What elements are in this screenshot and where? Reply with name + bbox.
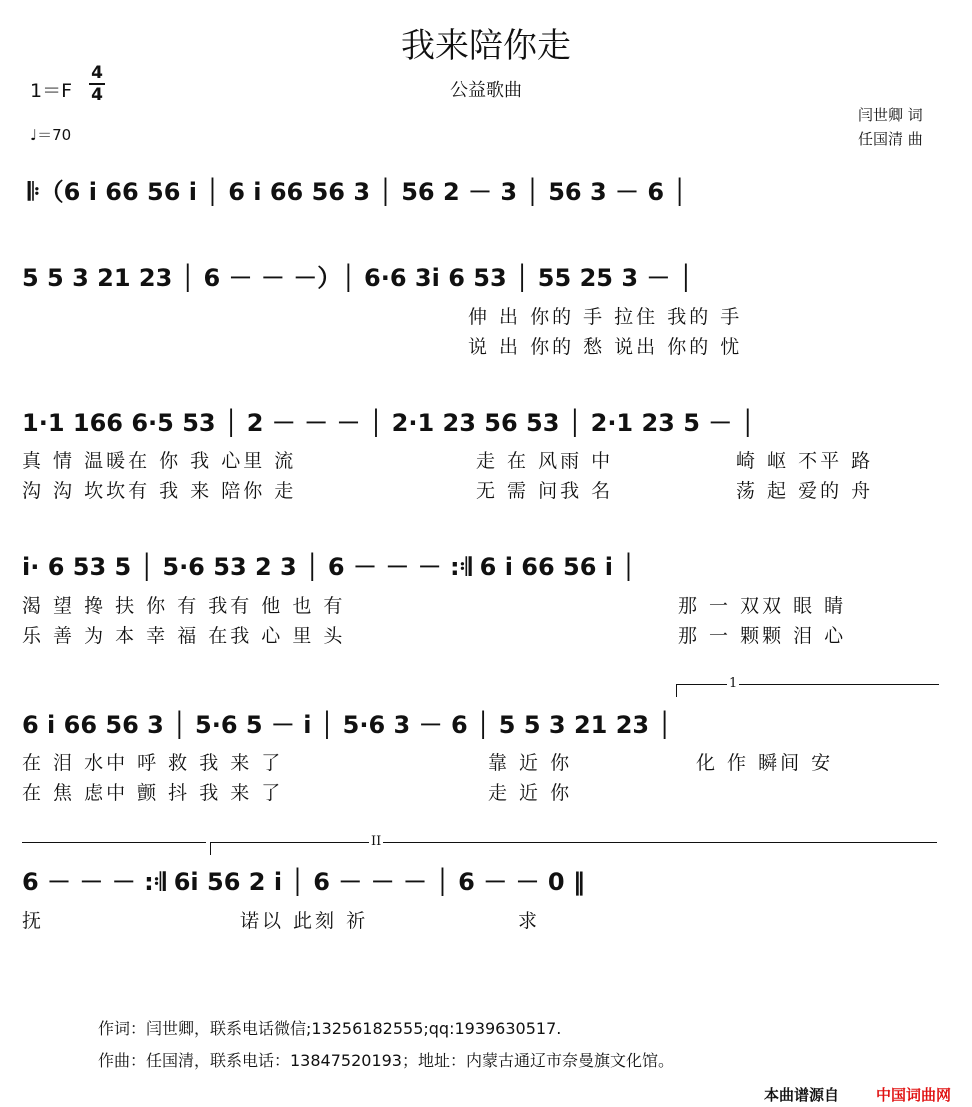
score-row-3-lyric-c1: 崎 岖 不平 路 — [736, 450, 874, 472]
score-row-4-notes: i· 6 53 5 │ 5·6 53 2 3 │ 6 － － － :𝄇 6 i 66 56 i │ — [22, 553, 636, 581]
score-row-4-lyric-1: 渴 望 搀 扶 你 有 我有 他 也 有 — [22, 595, 346, 617]
score-row-3-lyric-b2: 无 需 问我 名 — [476, 480, 614, 502]
lyricist-credit: 闫世卿 词 — [858, 106, 923, 124]
score-row-2-notes: 5 5 3 21 23 │ 6 － － －）│ 6·6 3i 6 53 │ 55 25 3 － │ — [22, 264, 694, 292]
score-row-5-lyric-2: 在 焦 虑中 颤 抖 我 来 了 — [22, 782, 284, 804]
tempo-marking: ♩＝70 — [30, 126, 72, 144]
footer-lyricist-contact: 作词：闫世卿，联系电话微信;13256182555;qq:1939630517. — [98, 1019, 562, 1038]
score-row-1-notes: 𝄆（6 i 66 56 i │ 6 i 66 56 3 │ 56 2 － 3 │ 56 3 － 6 │ — [28, 178, 687, 206]
score-row-3-lyric-2: 沟 沟 坎坎有 我 来 陪你 走 — [22, 480, 297, 502]
score-row-4-lyric-b2: 那 一 颗颗 泪 心 — [678, 625, 847, 647]
time-signature-bottom: 4 — [91, 85, 103, 105]
score-row-3-lyric-1: 真 情 温暖在 你 我 心里 流 — [22, 450, 297, 472]
score-row-2-lyric-2: 说 出 你的 愁 说出 你的 忧 — [468, 336, 743, 358]
score-row-5-notes: 6 i 66 56 3 │ 5·6 5 － i │ 5·6 3 － 6 │ 5 5 3 21 23 │ — [22, 711, 672, 739]
song-subtitle: 公益歌曲 — [450, 80, 522, 101]
score-row-6-notes: 6 － － － :𝄇 6i 56 2 i │ 6 － － － │ 6 － － 0 ‖ — [22, 868, 585, 896]
song-title: 我来陪你走 — [401, 26, 571, 66]
time-signature-top: 4 — [91, 63, 103, 83]
second-ending-bracket — [210, 834, 937, 855]
score-row-5-lyric-b1: 靠 近 你 — [488, 752, 573, 774]
score-row-3-lyric-b1: 走 在 风雨 中 — [476, 450, 614, 472]
score-row-6-lyric-b: 诺以 此刻 祈 — [240, 910, 369, 932]
first-ending-continuation — [22, 842, 206, 843]
key-signature: 1＝F — [30, 80, 73, 102]
first-ending-label: 1 — [729, 676, 738, 691]
score-row-4-lyric-b1: 那 一 双双 眼 睛 — [678, 595, 847, 617]
score-row-2-lyric-1: 伸 出 你的 手 拉住 我的 手 — [468, 306, 743, 328]
score-row-5-lyric-b2: 走 近 你 — [488, 782, 573, 804]
composer-credit: 任国清 曲 — [858, 130, 923, 148]
score-row-6-lyric-1: 抚 — [22, 910, 45, 932]
source-label: 本曲谱源自 — [764, 1086, 840, 1104]
footer-composer-contact: 作曲：任国清，联系电话：13847520193；地址：内蒙古通辽市奈曼旗文化馆。 — [98, 1051, 674, 1070]
score-row-5-lyric-1: 在 泪 水中 呼 救 我 来 了 — [22, 752, 284, 774]
time-signature — [89, 64, 105, 104]
score-row-3-lyric-c2: 荡 起 爱的 舟 — [736, 480, 874, 502]
score-row-4-lyric-2: 乐 善 为 本 幸 福 在我 心 里 头 — [22, 625, 346, 647]
score-row-6-lyric-c: 求 — [518, 910, 541, 932]
second-ending-label: II — [371, 834, 382, 849]
source-site-link[interactable]: 中国词曲网 — [876, 1086, 952, 1104]
score-row-5-lyric-c1: 化 作 瞬间 安 — [696, 752, 834, 774]
first-ending-bracket — [676, 676, 939, 697]
score-row-3-notes: 1·1 166 6·5 53 │ 2 － － － │ 2·1 23 56 53 │ 2·1 23 5 － │ — [22, 409, 756, 437]
